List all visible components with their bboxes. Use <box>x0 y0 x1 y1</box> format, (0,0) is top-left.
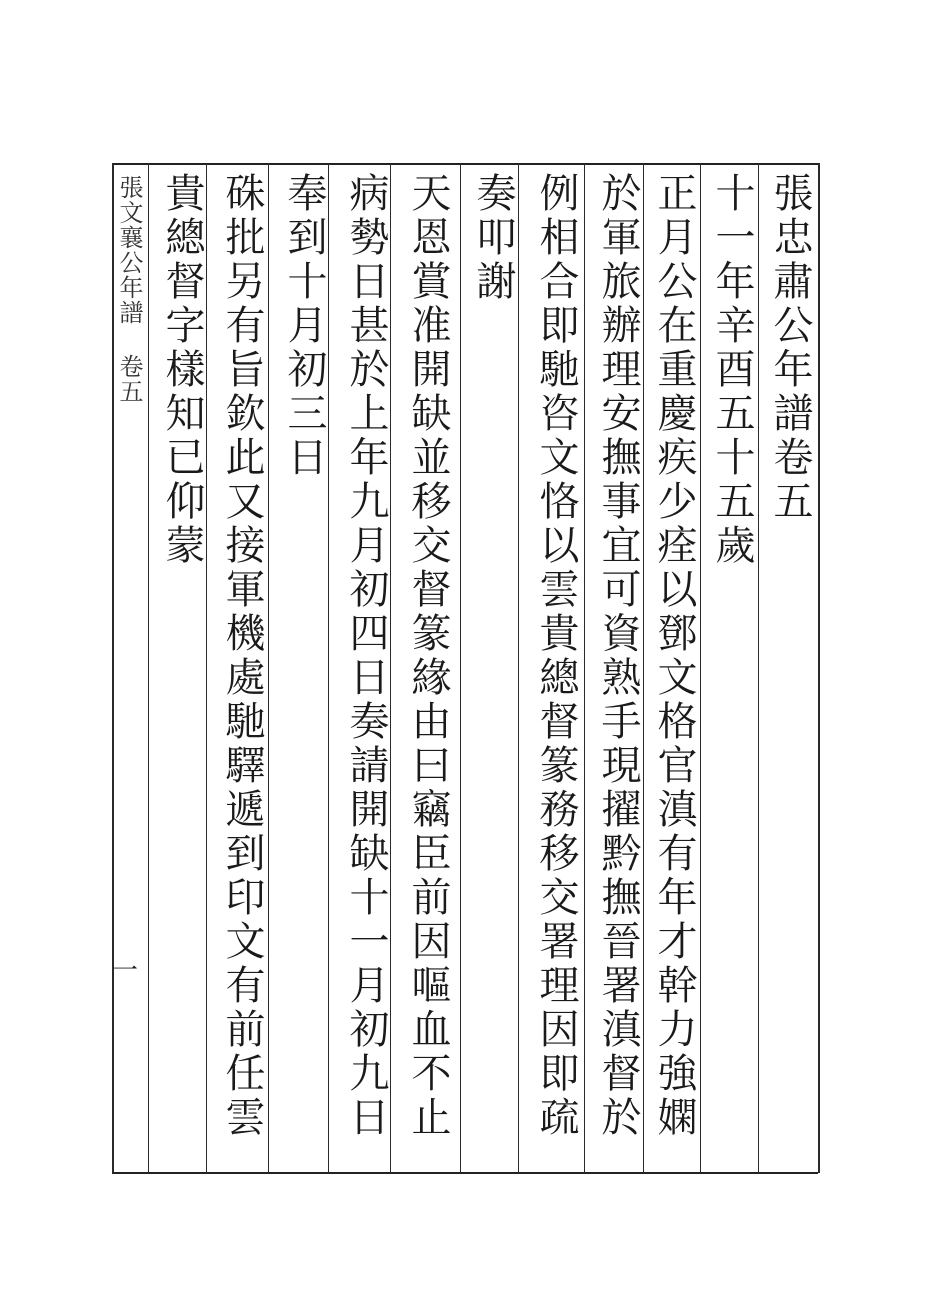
text-column: 奏叩謝 <box>470 172 516 304</box>
column-divider <box>460 163 461 1173</box>
text-column: 硃批另有旨欽此又接軍機處馳驛遞到印文有前任雲 <box>219 172 265 1140</box>
title-column: 張忠肅公年譜卷五 <box>767 172 813 524</box>
frame-top-border <box>112 163 818 165</box>
text-column: 十一年辛酉五十五歲 <box>709 172 755 568</box>
text-column: 於軍旅辦理安撫事宜可資熟手現擢黔撫晉署滇督於 <box>595 172 641 1140</box>
text-column: 正月公在重慶疾少痊以鄧文格官滇有年才幹力強嫻 <box>651 172 697 1140</box>
text-column: 奉到十月初三日 <box>281 172 327 480</box>
frame-right-border <box>818 163 820 1173</box>
running-title: 張文襄公年譜 卷五 <box>115 175 143 404</box>
text-column: 天恩賞准開缺並移交督篆緣由曰竊臣前因嘔血不止 <box>405 172 451 1140</box>
text-column: 病勢日甚於上年九月初四日奏請開缺十一月初九日 <box>343 172 389 1140</box>
folio-number: 一 <box>112 956 139 986</box>
text-column: 例相合即馳咨文恪以雲貴總督篆務移交署理因即疏 <box>533 172 579 1140</box>
column-divider <box>584 163 585 1173</box>
frame-bottom-border <box>112 1172 818 1174</box>
column-divider <box>148 163 149 1173</box>
text-column: 貴總督字樣知已仰蒙 <box>159 172 205 568</box>
